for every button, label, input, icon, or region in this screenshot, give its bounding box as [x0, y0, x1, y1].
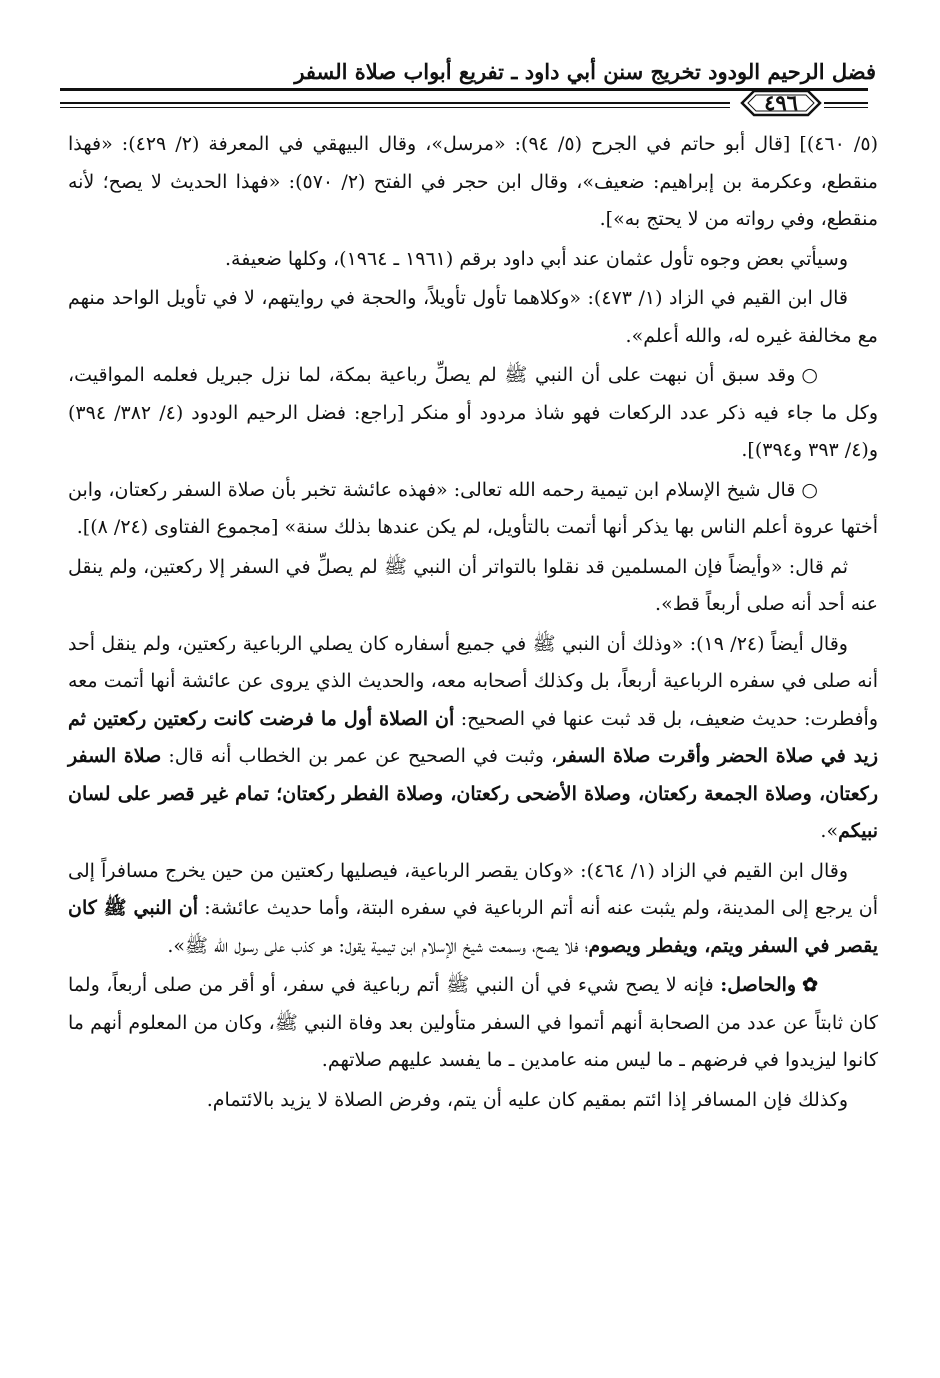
paragraph-7-bold-quote-2: صلاة السفر ركعتان، وصلاة الجمعة ركعتان، وصلاة الأضحى ركعتان، وصلاة الفطر ركعتان؛ تمام غير قصر على لسان نبيكم [68, 745, 878, 842]
ornament-line-left-thin [60, 107, 730, 108]
paragraph-6: ثم قال: «وأيضاً فإن المسلمين قد نقلوا بالتواتر أن النبي ﷺ لم يصلِّ في السفر إلا ركعتين، ولم ينقل عنه أحد أنه صلى أربعاً قط». [68, 555, 878, 615]
paragraph-8-bold-quote: أن النبي ﷺ كان يقصر في السفر ويتم، ويفطر ويصوم [68, 897, 878, 957]
paragraph-9-lead: والحاصل: [720, 974, 797, 996]
page-number: ٤٩٦ [764, 90, 798, 115]
paragraph-7-text-a: وقال أيضاً (٢٤/ ١٩): «وذلك أن النبي ﷺ في جميع أسفاره كان يصلي الرباعية ركعتين، ولم ينقل أحد أنه صلى في سفره الرباعية أربعاً، بل وكذلك أصحابه معه، والحديث الذي يروى عن عائشة أنها أتمت معه وأفطرت: حديث ضعيف، بل قد ثبت عنها في الصحيح: [68, 632, 878, 730]
paragraph-4-text: وقد سبق أن نبهت على أن النبي ﷺ لم يصلِّ رباعية بمكة، لما نزل جبريل فعلمه المواقيت، وكل ما جاء فيه ذكر عدد الركعات فهو شاذ مردود أو منكر [راجع: فضل الرحيم الودود (٤/ ٣٨٢/ ٣٩٤) و(٤/ ٣٩٣ و٣٩٤)]. [68, 364, 878, 461]
paragraph-4 [68, 357, 878, 470]
paragraph-8 [68, 853, 878, 966]
bullet-marker: ○ [801, 364, 818, 386]
paragraph-8-text-b: ؛ فلا يصح، وسمعت شيخ الإسلام ابن تيمية يقول: هو كذب على رسول الله ﷺ». [167, 934, 589, 957]
paragraph-8-text-a: وقال ابن القيم في الزاد (١/ ٤٦٤): «وكان يقصر الرباعية، فيصليها ركعتين من حين يخرج مسافراً إلى أن يرجع إلى المدينة، ولم يثبت عنه أنه أتم الرباعية في سفره البتة، وأما حديث عائشة: [68, 859, 878, 919]
paragraph-5 [68, 472, 878, 547]
paragraph-9 [68, 967, 878, 1080]
paragraph-5-text: قال شيخ الإسلام ابن تيمية رحمه الله تعالى: «فهذه عائشة تخبر بأن صلاة السفر ركعتان، وابن أختها عروة أعلم الناس بها يذكر أنها أتمت بالتأويل، لم يكن عندها بذلك سنة» [مجموع الفتاوى (٢٤/ ٨)]. [68, 478, 878, 538]
ornament-line-right [824, 102, 868, 104]
paragraph-1: (٥/ ٤٦٠)] [قال أبو حاتم في الجرح (٥/ ٩٤): «مرسل»، وقال البيهقي في المعرفة (٢/ ٤٢٩): «فهذا منقطع، وعكرمة بن إبراهيم: ضعيف»، وقال ابن حجر في الفتح (٢/ ٥٧٠): «فهذا الحديث لا يصح؛ لأنه منقطع، وفي رواته من لا يحتج به»]. [68, 133, 878, 230]
paragraph-2: وسيأتي بعض وجوه تأول عثمان عند أبي داود برقم (١٩٦١ ـ ١٩٦٤)، وكلها ضعيفة. [225, 247, 848, 270]
flower-marker-icon: ✿ [802, 974, 818, 996]
page-number-ornament [60, 86, 868, 120]
paragraph-10: وكذلك فإن المسافر إذا ائتم بمقيم كان عليه أن يتم، وفرض الصلاة لا يزيد بالائتمام. [206, 1088, 848, 1111]
paragraph-7-text-c: ». [820, 820, 839, 842]
paragraph-9-text: فإنه لا يصح شيء في أن النبي ﷺ أتم رباعية في سفر، أو أقر من صلى أربعاً، ولما كان ثابتاً عن عدد من الصحابة أنهم أتموا في السفر متأولين بعد وفاة النبي ﷺ، وكان من المعلوم أنهم ما كانوا ليزيدوا في فرضهم ـ ما ليس منه عامدين ـ ما يفسد عليهم صلاتهم. [68, 974, 878, 1071]
paragraph-7-text-b: ، وثبت في الصحيح عن عمر بن الخطاب أنه قال: [161, 745, 558, 767]
paragraph-7 [68, 626, 878, 851]
page-number-frame [740, 88, 822, 118]
bullet-marker: ○ [801, 478, 818, 501]
paragraph-3: قال ابن القيم في الزاد (١/ ٤٧٣): «وكلاهما تأول تأويلاً، والحجة في روايتهم، لا في تأويل الواحد منهم مع مخالفة غيره له، والله أعلم». [68, 287, 878, 347]
body-text [68, 126, 878, 1119]
running-header-title: فضل الرحيم الودود تخريج سنن أبي داود ـ تفريع أبواب صلاة السفر [294, 59, 876, 84]
ornament-line-left [60, 102, 730, 104]
paragraph-7-bold-quote-1: أن الصلاة أول ما فرضت كانت ركعتين ركعتين ثم زيد في صلاة الحضر وأقرت صلاة السفر [68, 707, 879, 767]
ornament-line-right-thin [824, 107, 868, 108]
